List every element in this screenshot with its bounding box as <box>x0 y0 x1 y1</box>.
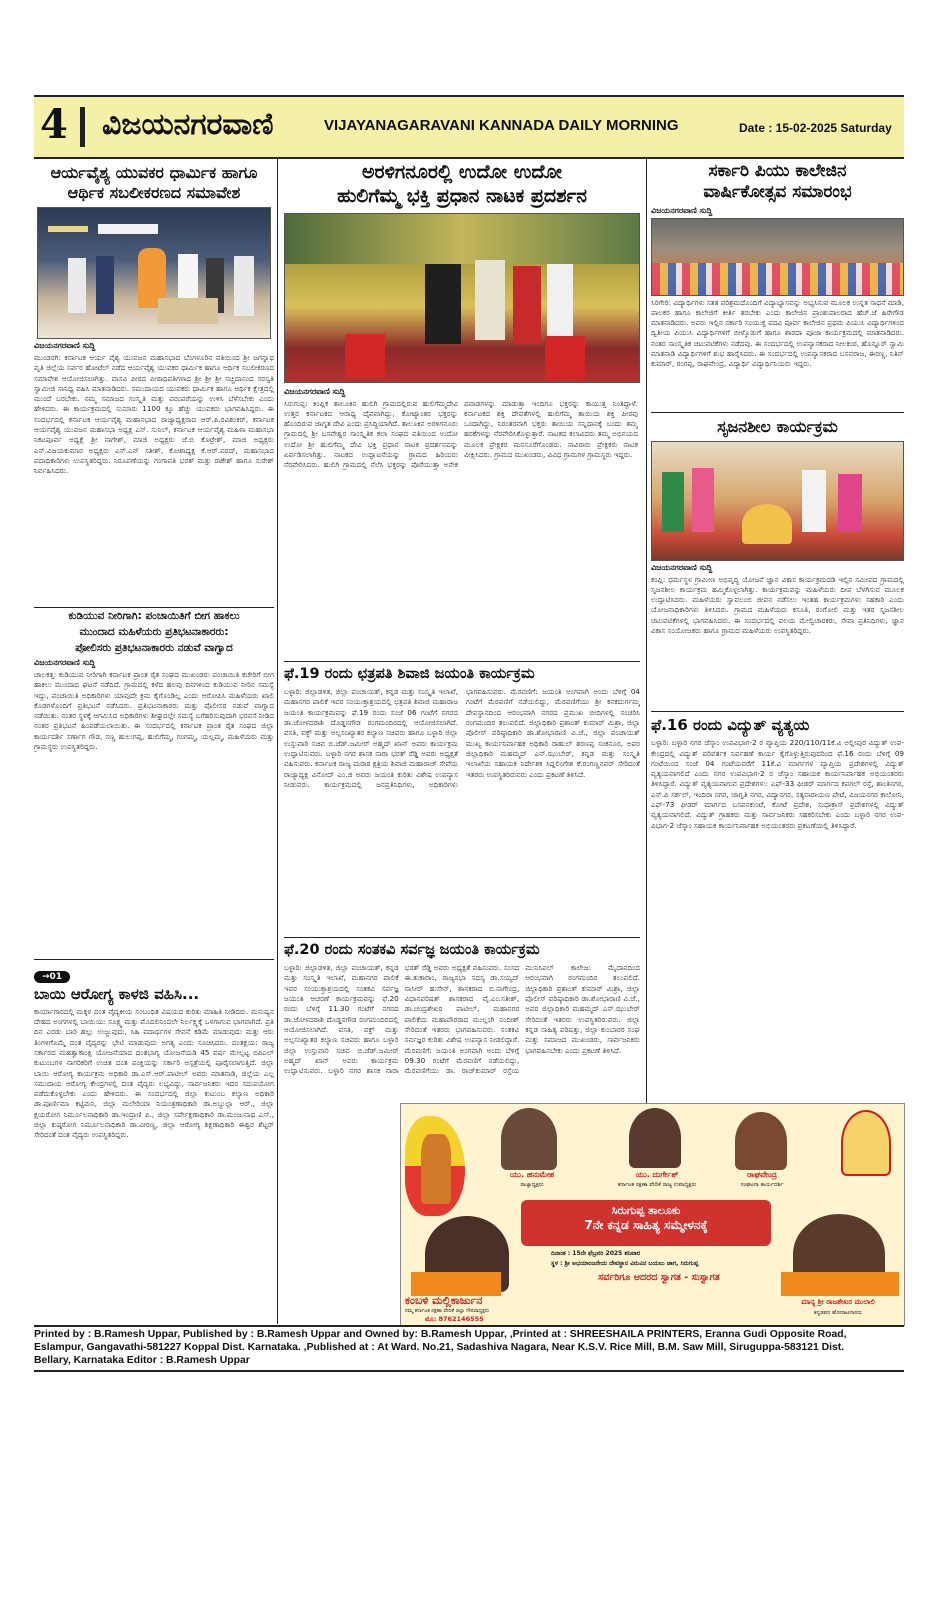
column-left <box>34 159 274 1324</box>
article-kudiyuva-body: ಚಾಲಕತ್ತ: ಕುಡಿಯುವ ನೀರಿಗಾಗಿ ಕರ್ನಾಟಕ ಪ್ರಾಂತ ರೈತ ಸಂಘದ ಮುಖಂಡರು ಪಂಚಾಯಿತಿ ಕಚೇರಿಗೆ ಬೀಗ ಹಾಕಲು ಮುಂದಾದ ಘಟನೆ ನಡೆದಿದೆ. ಗ್ರಾಮದಲ್ಲಿ ಕಳೆದ ಹಲವು ದಿನಗಳಿಂದ ಕುಡಿಯುವ ನೀರಿನ ಸಮಸ್ಯೆ ಇದ್ದು, ಪಂಚಾಯಿತಿ ಅಧಿಕಾರಿಗಳು ಯಾವುದೇ ಕ್ರಮ ಕೈಗೊಂಡಿಲ್ಲ ಎಂದು ಆರೋಪಿಸಿ ಮಹಿಳೆಯರು ಖಾಲಿ ಕೊಡಗಳೊಂದಿಗೆ ಪ್ರತಿಭಟನೆ ನಡೆಸಿದರು. ಪ್ರತಿಭಟನಾಕಾರರು ಮತ್ತು ಪೊಲೀಸರ ನಡುವೆ ವಾಗ್ವಾದ ನಡೆಯಿತು. ನಂತರ ಸ್ಥಳಕ್ಕೆ ಆಗಮಿಸಿದ ಅಧಿಕಾರಿಗಳು ಶೀಘ್ರದಲ್ಲೇ ಸಮಸ್ಯೆ ಬಗೆಹರಿಸುವುದಾಗಿ ಭರವಸೆ ನೀಡಿದ ನಂತರ ಪ್ರತಿಭಟನೆ ಹಿಂಪಡೆಯಲಾಯಿತು. ಈ ಸಂದರ್ಭದಲ್ಲಿ ಕರ್ನಾಟಕ ಪ್ರಾಂತ ರೈತ ಸಂಘದ ಜಿಲ್ಲಾ ಕಾರ್ಯದರ್ಶಿ ಸರ್ಣಾಗ ಗೌಡ, ಸಣ್ಣ ಹುಲುಗಪ್ಪ, ಹುಲಿಗೆಮ್ಮ, ಗಂಗಮ್ಮ, ಯಲ್ಲಮ್ಮ, ಮಹಿಳೆಯರು ಮತ್ತು ಗ್ರಾಮಸ್ಥರು ಉಪಸ್ಥಿತರಿದ್ದರು. <box>34 670 274 752</box>
article-bayi-headline: ಬಾಯಿ ಆರೋಗ್ಯ ಕಾಳಜಿ ವಹಿಸಿ... <box>34 985 200 1003</box>
article-kudiyuva-headline-2: ಮುಂದಾದ ಮಹಿಳೆಯರು ಪ್ರತಿಭಟನಾಕಾರರು: <box>79 626 229 638</box>
divider-sarvajna <box>284 937 640 938</box>
article-shivaji-headline: ಫೆ.19 ರಂದು ಛತ್ರಪತಿ ಶಿವಾಜಿ ಜಯಂತಿ ಕಾರ್ಯಕ್ರಮ <box>284 666 535 682</box>
column-rule-right <box>646 159 647 1159</box>
article-udo-headline-2: ಹುಲಿಗೆಮ್ಮ ಭಕ್ತಿ ಪ್ರಧಾನ ನಾಟಕ ಪ್ರದರ್ಶನ <box>337 184 587 207</box>
masthead-title-kannada: ವಿಜಯನಗರವಾಣಿ <box>102 107 274 142</box>
article-college-headline-2: ವಾರ್ಷಿಕೋತ್ಸವ ಸಮಾರಂಭ <box>703 182 852 203</box>
article-udo-body: ಸಿರುಗುಪ್ಪ: ಕಿಂಪ್ಲಿಕ ತಾಲೂಕಿನ ಹುಲಿಗಿ ಗ್ರಾಮದಲ್ಲಿರುವ ಹುಲಿಗೆಮ್ಮದೇವಿ ಉತ್ತರ ಕರ್ನಾಟಕದ ಆರಾಧ್ಯ ದೈವವಾಗಿದ್ದು, ಕೋಟ್ಯಾಂತರ ಭಕ್ತರನ್ನು ಹೊಂದಿರುವ ಜಾಗೃತ ದೇವಿ ಎಂದು ಪ್ರಸಿದ್ಧಿಯಾಗಿದೆ. ತಾಲೂಕಿನ ಅರಳಿಗನೂರು ಗ್ರಾಮದಲ್ಲಿ ಶ್ರೀ ಬಸವೇಶ್ವರ ಸಾಂಸ್ಕೃತಿಕ ಕಲಾ ಸಂಘದ ವತಿಯಿಂದ ಉದೋ ಉದೋ ಶ್ರೀ ಹುಲಿಗೆಮ್ಮ ದೇವಿ ಭಕ್ತಿ ಪ್ರಧಾನ ನಾಟಕ ಪ್ರದರ್ಶನವನ್ನು ಏರ್ಪಡಿಸಲಾಗಿತ್ತು. ನಾಟಕದ ಉದ್ಘಾಟನೆಯನ್ನು ಗ್ರಾಮದ ಹಿರಿಯರು ನೆರವೇರಿಸಿದರು. ಹುಲಿಗಿ ಗ್ರಾಮದಲ್ಲಿ ನೆಲೆಸಿ ಭಕ್ತರನ್ನು ಪೊರೆಯುತ್ತಾ ಅನೇಕ ಪವಾಡಗಳನ್ನು ಮಾಡುತ್ತಾ ಇಂದಿಗೂ ಭಕ್ತರನ್ನು ಕಾಯುತ್ತ ನಿಂತಿದ್ದಾಳೆ. ಕರ್ನಾಟಕದ ಶಕ್ತಿ ದೇವತೆಗಳಲ್ಲಿ ಹುಲಿಗೆಮ್ಮ ತಾಯಿಯ ಶಕ್ತಿ ಪೀಠವು ಒಂದಾಗಿದ್ದು, ನಿರಂತರವಾಗಿ ಭಕ್ತರು ತಾಯಿಯ ಸನ್ನಿಧಾನಕ್ಕೆ ಬಂದು ತಮ್ಮ ಹರಕೆಗಳನ್ನು ನೆರವೇರಿಸಿಕೊಳ್ಳುತ್ತಾರೆ. ನಾಟಕದ ಕಲಾವಿದರು ತಮ್ಮ ಅಭಿನಯದ ಮೂಲಕ ಪ್ರೇಕ್ಷಕರ ಮನಸೂರೆಗೊಂಡರು. ಸಾವಿರಾರು ಪ್ರೇಕ್ಷಕರು ನಾಟಕ ವೀಕ್ಷಿಸಿದರು. ಗ್ರಾಮದ ಮುಖಂಡರು, ವಿವಿಧ ಗ್ರಾಮಗಳ ಗ್ರಾಮಸ್ಥರು ಇದ್ದರು. <box>284 398 638 470</box>
masthead-title-english: VIJAYANAGARAVANI KANNADA DAILY MORNING <box>324 117 679 134</box>
article-sarvajna-headline: ಫೆ.20 ರಂದು ಸಂತಕವಿ ಸರ್ವಜ್ಞ ಜಯಂತಿ ಕಾರ್ಯಕ್ರಮ <box>284 942 540 958</box>
article-aryavysya-byline: ವಿಜಯನಗರವಾಣಿ ಸುದ್ದಿ <box>34 341 96 350</box>
footer-bottom-rule <box>34 1370 904 1372</box>
advert-banner <box>521 1200 771 1246</box>
person-1-title: ರಾಜ್ಯಾಧ್ಯಕ್ಷರು <box>520 1182 544 1188</box>
person-1-name: ಯು. ಹನುಮೇಶ <box>509 1170 555 1179</box>
article-aryavysya-headline-1: ಆರ್ಯವೈಶ್ಯ ಯುವಕರ ಧಾರ್ಮಿಕ ಹಾಗೂ <box>50 163 258 182</box>
advert-headline-1: ಸಿರುಗುಪ್ಪ ತಾಲೂಕು <box>611 1204 681 1217</box>
article-aryavysya-body: ಮುಂಡರಗಿ: ಕರ್ನಾಟಕ ಆರ್ಯ ವೈಶ್ಯ ಯುವಜನ ಮಹಾಸಭಾದ ಬೆಂಗಳೂರಿನ ವತಿಯಿಂದ ಶ್ರೀ ಜಗನ್ನಾಥ ವೃತಿ ಜಿಲ್ಲೆಯ ಸರ್ವರ ಹೋಟೆಲ್ ನಡೆದ ಆರ್ಯವೈಶ್ಯ ಯುವಕರ ಧಾರ್ಮಿಕ ಹಾಗೂ ಆರ್ಥಿಕ ಸಬಲೀಕರಣದ ಸಮಾವೇಶ ಆಯೋಜಿಸಲಾಗಿತ್ತು. ವಾಸವಿ ಪೀಠದ ಪೀಠಾಧಿಪತಿಗಳಾದ ಶ್ರೀ ಶ್ರೀ ಶ್ರೀ ಸಚ್ಚಿದಾನಂದ ಸರಸ್ವತಿ ಸ್ವಾಮೀಜಿ ಸಾನಿಧ್ಯ ವಹಿಸಿ ಮಾತನಾಡಿದರು. ಸಮುದಾಯದ ಯುವಕರು ಧಾರ್ಮಿಕ ಹಾಗೂ ಆರ್ಥಿಕ ಕ್ಷೇತ್ರದಲ್ಲಿ ಮುಂದೆ ಬರಬೇಕು. ನಮ್ಮ ಸಮಾಜದ ಸಂಸ್ಕೃತಿ ಮತ್ತು ಪರಂಪರೆಯನ್ನು ಉಳಿಸಿ ಬೆಳೆಸಬೇಕು ಎಂದು ಹೇಳಿದರು. ಈ ಕಾರ್ಯಕ್ರಮದಲ್ಲಿ ಸುಮಾರು 1100 ಕ್ಕೂ ಹೆಚ್ಚು ಯುವಕರು ಭಾಗವಹಿಸಿದ್ದರು. ಈ ಸಂದರ್ಭದಲ್ಲಿ ಕರ್ನಾಟಕ ಆರ್ಯವೈಶ್ಯ ಮಹಾಸಭಾದ ರಾಜ್ಯಾಧ್ಯಕ್ಷರಾದ ಆರ್.ಪಿ.ರವಿಶಂಕರ್, ಕರ್ನಾಟಕ ಆರ್ಯವೈಶ್ಯ ಯುವಜನ ಮಹಾಸಭಾ ಅಧ್ಯಕ್ಷ ಎಸ್. ಸುನಿಲ್, ಕರ್ನಾಟಕ ಆರ್ಯವೈಶ್ಯ ಮಹಿಳಾ ಮಹಾಸಭಾ ನಿಕಟಪೂರ್ವ ಅಧ್ಯಕ್ಷೆ ಶ್ರೀ ನಾಗೇಶ್, ಮಾಜಿ ಅಧ್ಯಕ್ಷರು ಜೆ.ಬಿ ಕೊಟ್ರೇಶ್, ಮಾಜಿ ಅಧ್ಯಕ್ಷರು ಎಸ್.ವಿಜಯಕುಮಾರ ಅಧ್ಯಕ್ಷರು ಎಸ್.ಎನ್ ಸತೀಶ್, ಕೋಶಾಧ್ಯಕ್ಷ ಕೆ.ಆರ್.ವರದ್, ಮಹಾಸಭಾದ ಪದಾಧಿಕಾರಿಗಳು ಉಪಸ್ಥಿತರಿದ್ದರು. ನಿರೂಪಣೆಯನ್ನು ಗಂಗಾವತಿ ಭರತ್ ಮತ್ತು ರಾಕೇಶ್ ಹಾಗೂ ಸುರೇಶ್ ನಿರ್ವಹಿಸಿದರು. <box>34 353 274 476</box>
article-srujana-photo <box>651 441 904 561</box>
article-aryavysya-photo <box>37 207 271 339</box>
advert-date-line: ದಿನಾಂಕ : 15ನೇ ಫೆಬ್ರವರಿ 2025 ಶನಿವಾರ <box>551 1250 641 1257</box>
portrait-person-1 <box>501 1108 557 1170</box>
article-srujana-byline: ವಿಜಯನಗರವಾಣಿ ಸುದ್ದಿ <box>651 562 713 572</box>
portrait-person-2 <box>629 1108 681 1168</box>
person-3-name: ರಾಘವೇಂದ್ರ <box>747 1170 777 1179</box>
goddess-figure-icon <box>421 1134 451 1204</box>
person-2-title: ಕರ್ನಾಟಕ ರಕ್ಷಣಾ ವೇದಿಕೆ ರಾಜ್ಯ ಉಪಾಧ್ಯಕ್ಷರು <box>617 1182 697 1188</box>
article-power-body: ಬಳ್ಳಾರಿ: ಬಳ್ಳಾರಿ ನಗರ ಜೆಸ್ಕಾಂ ಉಪವಿಭಾಗ-2 ರ ವ್ಯಾಪ್ತಿಯ 220/110/11ಕೆ.ವಿ ಅಲ್ಲೀಪುರ ವಿದ್ಯುತ್ ಉಪ-ಕೇಂದ್ರದಲ್ಲಿ ವಿದ್ಯುತ್ ಪರಿವರ್ತಕ ನಿರ್ವಹಣೆ ಕಾರ್ಯ ಕೈಗೊಳ್ಳುತ್ತಿರುವುದರಿಂದ ಫೆ.16 ರಂದು ಬೆಳಿಗ್ಗೆ 09 ಗಂಟೆಯಿಂದ ಸಂಜೆ 04 ಗಂಟೆಯವರೆಗೆ 11ಕೆ.ವಿ ಮಾರ್ಗಗಳ ವ್ಯಾಪ್ತಿಯ ಪ್ರದೇಶಗಳಲ್ಲಿ ವಿದ್ಯುತ್ ವ್ಯತ್ಯಯವಾಗಲಿದೆ ಎಂದು ನಗರ ಉಪವಿಭಾಗ-2 ರ ಜೆಸ್ಕಾಂ ಸಹಾಯಕ ಕಾರ್ಯನಿರ್ವಾಹಕ ಅಭಿಯಂತರರು ತಿಳಿಸಿದ್ದಾರೆ. ವಿದ್ಯುತ್ ವ್ಯತ್ಯಯವಾಗುವ ಪ್ರದೇಶಗಳು: ಎಫ್-33 ಫೀಡರ್ ಮಾರ್ಗದ ಕಪಗಲ್ ರಸ್ತೆ, ಶಾಂತಿನಗರ, ಎಸ್.ಪಿ ಸರ್ಕಲ್, ಇಂದಿರಾ ನಗರ, ಜಾಗೃತಿ ನಗರ, ವಿದ್ಯಾನಗರ, ಸತ್ಯನಾರಾಯಣ ಪೇಟೆ, ವಿಜಯನಗರ ಕಾಲೋನಿ, ಎಫ್-73 ಫೀಡರ್ ಮಾರ್ಗದ ಬಸವನಕುಂಟೆ, ಕೋಟೆ ಪ್ರದೇಶ, ಸುಧಾಕ್ರಾಸ್ ಪ್ರದೇಶಗಳಲ್ಲಿ ವಿದ್ಯುತ್ ವ್ಯತ್ಯಯವಾಗಲಿದೆ. ವಿದ್ಯುತ್ ಗ್ರಾಹಕರು ಮತ್ತು ಸಾರ್ವಜನಿಕರು ಸಹಕರಿಸಬೇಕು ಎಂದು ಬಳ್ಳಾರಿ ನಗರ ಉಪ-ವಿಭಾಗ-2 ಜೆಸ್ಕಾಂ ಸಹಾಯಕ ಕಾರ್ಯನಿರ್ವಾಹಕ ಅಭಿಯಂತರರು ಪ್ರಕಟಣೆಯಲ್ಲಿ ತಿಳಿಸಿದ್ದಾರೆ. <box>651 738 904 830</box>
advert-main-title: ನಮ್ಮ ಕರ್ನಾಟಕ ರಕ್ಷಣಾ ವೇದಿಕೆ ಜಿಲ್ಲಾ ಗೌರವಾಧ್ಯಕ್ಷರು <box>405 1308 490 1314</box>
article-kudiyuva-headline-3: ಪೋಲಿಸರು ಪ್ರತಿಭಟನಾಕಾರರು ನಡುವೆ ವಾಗ್ವಾದ <box>75 642 233 654</box>
article-college-headline-1: ಸರ್ಕಾರಿ ಪಿಯು ಕಾಲೇಜಿನ <box>708 161 847 181</box>
article-kudiyuva-byline: ವಿಜಯನಗರವಾಣಿ ಸುದ್ದಿ <box>34 658 96 667</box>
column-right <box>651 159 904 1159</box>
advert-welcome: ಸರ್ವರಿಗೂ ಆದರದ ಸ್ವಾಗತ - ಸುಸ್ವಾಗತ <box>598 1272 720 1283</box>
article-bayi-badge: →01 <box>34 971 70 983</box>
article-udo-headline-1: ಅರಳಿಗನೂರಲ್ಲಿ ಉದೋ ಉದೋ <box>362 161 562 183</box>
saffron-scarf-right <box>781 1272 899 1296</box>
saffron-scarf-left <box>411 1272 501 1296</box>
advert-main-name: ಕಂಬಳಿ ಮಲ್ಲಿಕಾರ್ಜುನ <box>405 1294 483 1307</box>
article-udo-byline: ವಿಜಯನಗರವಾಣಿ ಸುದ್ದಿ <box>284 386 346 396</box>
advert-right-name: ಮಾನ್ಯ ಶ್ರೀ ರಾಜಶೇಖರ ಮುಲಾಲಿ <box>801 1298 875 1306</box>
imprint-line-2: Eslampur, Gangavathi-581227 Koppal Dist. Karnataka. ,Published at : At Ward. No.21, Sadashiva Nagara, Near K.S.V. Rice Mill, B.M. Saw Mill, Siruguppa-583121 Dist. <box>34 1342 845 1353</box>
masthead-date: Date : 15-02-2025 Saturday <box>739 121 892 135</box>
deity-portrait <box>841 1110 891 1176</box>
imprint-line-1: Printed by : B.Ramesh Uppar, Published by : B.Ramesh Uppar and Owned by: B.Ramesh Uppar, ,Printed at : SHREESHAILA PRINTERS, Eranna Gudi Opposite Road, <box>34 1329 847 1340</box>
article-shivaji-body: ಬಳ್ಳಾರಿ: ಜಿಲ್ಲಾಡಳಿತ, ಜಿಲ್ಲಾ ಪಂಚಾಯತ್, ಕನ್ನಡ ಮತ್ತು ಸಂಸ್ಕೃತಿ ಇಲಾಖೆ, ಮಹಾನಗರ ಪಾಲಿಕೆ ಇವರ ಸಂಯುಕ್ತಾಶ್ರಯದಲ್ಲಿ ಛತ್ರಪತಿ ಶಿವಾಜಿ ಮಹಾರಾಜ ಜಯಂತಿ ಕಾರ್ಯಕ್ರಮವನ್ನು ಫೆ.19 ರಂದು ಸಂಜೆ 06 ಗಂಟೆಗೆ ನಗರದ ಡಾ.ಜೋಳದರಾಶಿ ದೊಡ್ಡನಗೌಡ ರಂಗಮಂದಿರದಲ್ಲಿ ಆಯೋಜಿಸಲಾಗಿದೆ. ವಸತಿ, ವಕ್ಫ್ ಮತ್ತು ಅಲ್ಪಸಂಖ್ಯಾತರ ಕಲ್ಯಾಣ ಸಚಿವರು ಹಾಗೂ ಬಳ್ಳಾರಿ ಜಿಲ್ಲಾ ಉಸ್ತುವಾರಿ ಸಚಿವ ಬಿ.ಜೆಡ್.ಜಮೀರ್ ಅಹ್ಮದ್ ಖಾನ್ ಅವರು ಕಾರ್ಯಕ್ರಮ ಉದ್ಘಾಟಿಸುವರು. ಬಳ್ಳಾರಿ ನಗರ ಶಾಸಕ ನಾರಾ ಭರತ್ ರೆಡ್ಡಿ ಅವರು ಅಧ್ಯಕ್ಷತೆ ವಹಿಸುವರು. ಕರ್ನಾಟಕ ರಾಜ್ಯ ಮರಾಠ ಕ್ಷತ್ರಿಯ ಶಿವಾಜಿ ಮಹಾರಾಜ್ ಸೇವೆಯ ರಾಜ್ಯಾಧ್ಯಕ್ಷ ವಿನೋದ್ ಎಂ.ಜಿ ಅವರು ಜಯಂತಿ ಕುರಿತು ವಿಶೇಷ ಉಪನ್ಯಾಸ ನೀಡುವರು. ಕಾರ್ಯಕ್ರಮದಲ್ಲಿ ಜನಪ್ರತಿನಿಧಿಗಳು, ಅಧಿಕಾರಿಗಳು ಭಾಗವಹಿಸುವರು. ಮೆರವಣಿಗೆ: ಜಯಂತಿ ಅಂಗವಾಗಿ ಅಂದು ಬೆಳಿಗ್ಗೆ 04 ಗಂಟೆಗೆ ಮೆರವಣಿಗೆ ನಡೆಯಲಿದ್ದು, ಮೆರವಣಿಗೆಯು ಶ್ರೀ ಕನಕದುರ್ಗಮ್ಮ ದೇವಸ್ಥಾನದಿಂದ ಆರಂಭವಾಗಿ ನಗರದ ಪ್ರಮುಖ ಬೀದಿಗಳಲ್ಲಿ ಸಂಚರಿಸಿ ರಂಗಮಂದಿರ ತಲುಪಲಿದೆ. ಜಿಲ್ಲಾಧಿಕಾರಿ ಪ್ರಶಾಂತ್ ಕುಮಾರ್ ಮಿಶ್ರಾ, ಜಿಲ್ಲಾ ಪೊಲೀಸ್ ವರಿಷ್ಠಾಧಿಕಾರಿ ಡಾ.ಶೋಭಾರಾಣಿ ವಿ.ಜೆ., ಜಿಲ್ಲಾ ಪಂಚಾಯತ್ ಮುಖ್ಯ ಕಾರ್ಯನಿರ್ವಾಹಕ ಅಧಿಕಾರಿ ರಾಹುಲ್ ಶರಣಪ್ಪ ಸಂಕನೂರ, ಅಪರ ಜಿಲ್ಲಾಧಿಕಾರಿ ಮಹಮ್ಮದ್ ಎನ್.ಝುಬೇರ್, ಕನ್ನಡ ಮತ್ತು ಸಂಸ್ಕೃತಿ ಇಲಾಖೆಯ ಸಹಾಯಕ ನಿರ್ದೇಶಕ ಸಿದ್ದಲಿಂಗೇಶ ಕೆ.ರಂಗಣ್ಣನವರ್ ಸೇರಿದಂತೆ ಇತರರು ಉಪಸ್ಥಿತರಿರುವರು ಎಂದು ಪ್ರಕಟಣೆ ತಿಳಿಸಿದೆ. <box>284 687 640 789</box>
article-udo-photo <box>284 213 640 383</box>
advert-venue-line: ಸ್ಥಳ : ಶ್ರೀ ಅಭಯಾಂಜನೇಯ ದೇವಸ್ಥಾನ ವಿರುವಿನ ಬಯಲು ಜಾಗ, ಸಿರುಗುಪ್ಪ <box>551 1260 699 1267</box>
column-center-middle <box>284 665 640 935</box>
article-college-photo <box>651 218 904 296</box>
advert-right-title: ಕನ್ನಡಪರ ಹೋರಾಟಗಾರರು <box>813 1310 862 1316</box>
article-srujana-body: ಕಂಪ್ಲಿ: ಧರ್ಮಸ್ಥಳ ಗ್ರಾಮೀಣ ಅಭಿವೃದ್ಧಿ ಯೋಜನೆ ಜ್ಞಾನ ವಿಕಾಸ ಕಾರ್ಯಕ್ರಮದಡಿ ಇಲ್ಲಿನ ಸಮೀಪದ ಗ್ರಾಮದಲ್ಲಿ ಸೃಜನಶೀಲ ಕಾರ್ಯಕ್ರಮ ಹಮ್ಮಿಕೊಳ್ಳಲಾಗಿತ್ತು. ಕಾರ್ಯಕ್ರಮವನ್ನು ಮಹಿಳೆಯರು ದೀಪ ಬೆಳಗಿಸುವ ಮೂಲಕ ಉದ್ಘಾಟಿಸಿದರು. ಮಹಿಳೆಯರು ಸ್ವಾವಲಂಬಿ ಜೀವನ ನಡೆಸಲು ಇಂತಹ ಕಾರ್ಯಕ್ರಮಗಳು ಸಹಕಾರಿ ಎಂದು ಯೋಜನಾಧಿಕಾರಿಗಳು ತಿಳಿಸಿದರು. ಗ್ರಾಮದ ಮಹಿಳೆಯರು ಕಸೂತಿ, ರಂಗೋಲಿ ಮತ್ತು ಇತರ ಸೃಜನಶೀಲ ಚಟುವಟಿಕೆಗಳಲ್ಲಿ ಭಾಗವಹಿಸಿದರು. ಈ ಸಂದರ್ಭದಲ್ಲಿ ವಲಯ ಮೇಲ್ವಿಚಾರಕರು, ಸೇವಾ ಪ್ರತಿನಿಧಿಗಳು, ಜ್ಞಾನ ವಿಕಾಸ ಸಂಯೋಜಕರು ಹಾಗೂ ಗ್ರಾಮದ ಮಹಿಳೆಯರು ಉಪಸ್ಥಿತರಿದ್ದರು. <box>651 574 904 635</box>
page-number: 4 <box>40 101 68 148</box>
article-aryavysya-headline-2: ಆರ್ಥಿಕ ಸಬಲೀಕರಣದ ಸಮಾವೇಶ <box>67 183 241 202</box>
article-kudiyuva-headline-1: ಕುಡಿಯುವ ನೀರಿಗಾಗಿ: ಪಂಚಾಯಿತಿಗೆ ಬೀಗ ಹಾಕಲು <box>68 610 240 622</box>
column-center-top <box>284 159 640 589</box>
article-sarvajna-body: ಬಳ್ಳಾರಿ: ಜಿಲ್ಲಾಡಳಿತ, ಜಿಲ್ಲಾ ಪಂಚಾಯತ್, ಕನ್ನಡ ಮತ್ತು ಸಂಸ್ಕೃತಿ ಇಲಾಖೆ, ಮಹಾನಗರ ಪಾಲಿಕೆ ಇವರ ಸಂಯುಕ್ತಾಶ್ರಯದಲ್ಲಿ ಸಂತಕವಿ ಸರ್ವಜ್ಞ ಜಯಂತಿ ಆಚರಣೆ ಕಾರ್ಯಕ್ರಮವನ್ನು ಫೆ.20 ರಂದು ಬೆಳಿಗ್ಗೆ 11.30 ಗಂಟೆಗೆ ನಗರದ ಡಾ.ಜೋಳದರಾಶಿ ದೊಡ್ಡನಗೌಡ ರಂಗಮಂದಿರದಲ್ಲಿ ಆಯೋಜಿಸಲಾಗಿದೆ. ವಸತಿ, ವಕ್ಫ್ ಮತ್ತು ಅಲ್ಪಸಂಖ್ಯಾತರ ಕಲ್ಯಾಣ ಸಚಿವರು ಹಾಗೂ ಬಳ್ಳಾರಿ ಜಿಲ್ಲಾ ಉಸ್ತುವಾರಿ ಸಚಿವ ಬಿ.ಜೆಡ್.ಜಮೀರ್ ಅಹ್ಮದ್ ಖಾನ್ ಅವರು ಕಾರ್ಯಕ್ರಮ ಉದ್ಘಾಟಿಸುವರು. ಬಳ್ಳಾರಿ ನಗರ ಶಾಸಕ ನಾರಾ ಭರತ್ ರೆಡ್ಡಿ ಅವರು ಅಧ್ಯಕ್ಷತೆ ವಹಿಸುವರು. ಸಂಸದ ಈ.ತುಕಾರಾಂ, ರಾಜ್ಯಸಭಾ ಸದಸ್ಯ ಡಾ.ಸಯ್ಯದ್ ನಾಸೀರ್ ಹುಸೇನ್, ಶಾಸಕರಾದ ಬಿ.ನಾಗೇಂದ್ರ, ವಿಧಾನಪರಿಷತ್ ಶಾಸಕರಾದ ವೈ.ಎಂ.ಸತೀಶ್, ಡಾ.ಚಂದ್ರಶೇಖರ ಪಾಟೀಲ್, ಮಹಾನಗರ ಪಾಲಿಕೆಯ ಮಹಾಪೌರರಾದ ಮುಲ್ಲಂಗಿ ನಂದೀಶ್ ಸೇರಿದಂತೆ ಇತರರು ಭಾಗವಹಿಸುವರು. ಸಂತಕವಿ ಸರ್ವಜ್ಞರ ಕುರಿತು ವಿಶೇಷ ಉಪನ್ಯಾಸ ನೀಡಲಿದ್ದಾರೆ. ಮೆರವಣಿಗೆ: ಜಯಂತಿ ಅಂಗವಾಗಿ ಅಂದು ಬೆಳಿಗ್ಗೆ 09.30 ಗಂಟೆಗೆ ಮೆರವಣಿಗೆ ನಡೆಯಲಿದ್ದು, ಮೆರವಣಿಗೆಯು ಡಾ. ರಾಜ್‌ಕುಮಾರ್ ರಸ್ತೆಯ ಮುನಿಸಿಪಲ್ ಕಾಲೇಜು ಮೈದಾನದಿಂದ ಆರಂಭವಾಗಿ ರಂಗಮಂದಿರ ತಲುಪಲಿದೆ. ಜಿಲ್ಲಾಧಿಕಾರಿ ಪ್ರಶಾಂತ್ ಕುಮಾರ್ ಮಿಶ್ರಾ, ಜಿಲ್ಲಾ ಪೊಲೀಸ್ ವರಿಷ್ಠಾಧಿಕಾರಿ ಡಾ.ಶೋಭಾರಾಣಿ ವಿ.ಜೆ., ಅಪರ ಜಿಲ್ಲಾಧಿಕಾರಿ ಮಹಮ್ಮದ್ ಎನ್.ಝುಬೇರ್ ಸೇರಿದಂತೆ ಇತರರು ಉಪಸ್ಥಿತರಿರುವರು. ಜಿಲ್ಲಾ ಕನ್ನಡ ಸಾಹಿತ್ಯ ಪರಿಷತ್ತು, ಜಿಲ್ಲಾ ಕುಂಬಾರರ ಸಂಘ ಮತ್ತು ಸಮಾಜದ ಮುಖಂಡರು, ಸಾರ್ವಜನಿಕರು ಭಾಗವಹಿಸಬೇಕು ಎಂದು ಪ್ರಕಟಣೆ ತಿಳಿಸಿದೆ. <box>284 963 640 1076</box>
article-power-headline: ಫೆ.16 ರಂದು ವಿದ್ಯುತ್ ವ್ಯತ್ಯಯ <box>651 715 810 734</box>
portrait-person-3 <box>735 1112 787 1170</box>
person-2-name: ಯು. ದುರ್ಗೇಶ್ <box>635 1170 679 1179</box>
divider-shivaji <box>284 661 640 662</box>
article-srujana-headline: ಸೃಜನಶೀಲ ಕಾರ್ಯಕ್ರಮ <box>717 416 838 436</box>
article-college-body: ಸಿರಿಗೇರಿ: ವಿದ್ಯಾರ್ಥಿಗಳು ಸತತ ಪರಿಶ್ರಮದೊಂದಿಗೆ ವಿದ್ಯಾಭ್ಯಾಸವನ್ನು ಅಭ್ಯಸಿಸುವ ಮೂಲಕ ಉನ್ನತ ಸಾಧನೆ ಮಾಡಿ, ಪಾಲಕರ ಹಾಗೂ ಕಾಲೇಜಿಗೆ ಕೀರ್ತಿ ತರಬೇಕು ಎಂದು ಕಾಲೇಜಿನ ಪ್ರಾಂಶುಪಾಲರಾದ ಹೆಚ್.ಜೆ ಹಿರೇಗೌಡ ಮಾತನಾಡಿದರು. ಅವರು ಇಲ್ಲಿನ ಸರ್ಕಾರಿ ಸಂಯುಕ್ತ ಪದವಿ ಪೂರ್ವ ಕಾಲೇಜಿನ ಪ್ರಥಮ ಪಿಯುಸಿ ವಿದ್ಯಾರ್ಥಿಗಳಿಂದ ದ್ವಿತೀಯ ಪಿಯುಸಿ ವಿದ್ಯಾರ್ಥಿಗಳಿಗೆ ಬೀಳ್ಕೊಡುಗೆ ಹಾಗೂ ಶಾರದಾ ಪೂಜಾ ಕಾರ್ಯಕ್ರಮದಲ್ಲಿ ಮಾತನಾಡಿದರು. ನಂತರ ಸಾಂಸ್ಕೃತಿಕ ಚಟುವಟಿಕೆಗಳು ನಡೆದವು. ಈ ಸಂದರ್ಭದಲ್ಲಿ ಉಪನ್ಯಾಸಕರಾದ ನೀಲಕಂಠ, ಹೊನ್ನೂರ್ ಸ್ವಾಮಿ ಮಾತನಾಡಿ ವಿದ್ಯಾರ್ಥಿಗಳಿಗೆ ಶುಭ ಹಾರೈಸಿದರು. ಈ ಸಂದರ್ಭದಲ್ಲಿ ಉಪನ್ಯಾಸಕರಾದ ಬಸವರಾಜ, ಈರಣ್ಣ, ನಿತಿನ್ ಕುಮಾರ್, ರಂಗಪ್ಪ, ರಾಘವೇಂದ್ರ, ವಿದ್ಯಾರ್ಥಿ ವಿದ್ಯಾರ್ಥಿನಿಯರು ಇದ್ದರು. <box>651 297 904 369</box>
imprint-line-3: Bellary, Karnataka Editor : B.Ramesh Uppar <box>34 1355 250 1366</box>
article-college-byline: ವಿಜಯನಗರವಾಣಿ ಸುದ್ದಿ <box>651 205 713 215</box>
advert-sahitya-sammelana <box>400 1103 905 1326</box>
masthead-divider <box>80 107 85 147</box>
person-3-title: ಸಂಘಟನಾ ಕಾರ್ಯದರ್ಶಿ <box>740 1182 784 1188</box>
newspaper-page <box>34 95 904 1610</box>
article-bayi-body: ಕಾರ್ಯಾಗಾರದಲ್ಲಿ ಮಕ್ಕಳ ದಂತ ವೈದ್ಯಕೀಯ ಸಂಬಂಧಿತ ವಿಷಯದ ಕುರಿತು ಮಾಹಿತಿ ನೀಡಿದರು. ಮನುಷ್ಯನ ದೇಹದ ಅಂಗಗಳಲ್ಲಿ ಬಾಯಿಯು ಸೂಕ್ಷ್ಮ ಮತ್ತು ಮೊದಲಿನಿಂದಲೇ ನಿರ್ಲಕ್ಷ್ಯಕ್ಕೆ ಒಳಗಾಗುವ ಭಾಗವಾಗಿದೆ. ಪ್ರತಿ ದಿನ ಎರಡು ಬಾರಿ ಹಲ್ಲು ಉಜ್ಜುವುದು, ಸಿಹಿ ಪದಾರ್ಥಗಳ ಸೇವನೆ ಕಡಿಮೆ ಮಾಡುವುದು ಮತ್ತು ಆರು ತಿಂಗಳಿಗೊಮ್ಮೆ ದಂತ ವೈದ್ಯರನ್ನು ಭೇಟಿ ಮಾಡುವುದು ಅಗತ್ಯ ಎಂದು ಸೂಚಿಸಿದರು. ದಂತಕ್ಷಯ: ರಾಜ್ಯ ಸರ್ಕಾರದ ಮಹತ್ವಾಕಾಂಕ್ಷಿ ಯೋಜನೆಯಾದ ದಂತಭಾಗ್ಯ ಯೋಜನೆಯಡಿ 45 ವರ್ಷ ಮೇಲ್ಪಟ್ಟ ಬಿಪಿಎಲ್ ಕುಟುಂಬಗಳ ನಾಗರಿಕರಿಗೆ ಉಚಿತ ದಂತ ಪಂಕ್ತಿಯನ್ನು ಸರ್ಕಾರಿ ಆಸ್ಪತ್ರೆಯಲ್ಲಿ ಪೂರೈಸಲಾಗುತ್ತಿದೆ. ಜಿಲ್ಲಾ ಬಾಯಿ ಆರೋಗ್ಯ ಕಾರ್ಯಕ್ರಮ ಅಧಿಕಾರಿ ಡಾ.ಎಸ್.ಆರ್.ಪಾಟೀಲ್ ಅವರು ಮಾತನಾಡಿ, ಜಿಲ್ಲೆಯ ಎಲ್ಲ ಸಮುದಾಯ ಆರೋಗ್ಯ ಕೇಂದ್ರಗಳಲ್ಲಿ ದಂತ ವೈದ್ಯರು ಲಭ್ಯವಿದ್ದು, ಸಾರ್ವಜನಿಕರು ಇದರ ಸದುಪಯೋಗ ಪಡೆದುಕೊಳ್ಳಬೇಕು ಎಂದು ಹೇಳಿದರು. ಈ ಸಂದರ್ಭದಲ್ಲಿ ಜಿಲ್ಲಾ ಕುಟುಂಬ ಕಲ್ಯಾಣ ಅಧಿಕಾರಿ ಡಾ.ಪೂರ್ಣಿಮಾ ಕಟ್ಟಿಮನಿ, ಜಿಲ್ಲಾ ಮಲೇರಿಯಾ ನಿಯಂತ್ರಣಾಧಿಕಾರಿ ಡಾ.ಅಬ್ದುಲ್ಲಾ ಆರ್., ಜಿಲ್ಲಾ ಕ್ಷಯರೋಗ ನಿರ್ಮೂಲನಾಧಿಕಾರಿ ಡಾ.ಇಂದ್ರಾಣಿ ಪಿ., ಜಿಲ್ಲಾ ಸರ್ವೇಕ್ಷಣಾಧಿಕಾರಿ ಡಾ.ಮಂಜುನಾಥ ಎಸ್., ಜಿಲ್ಲಾ ಕುಷ್ಠರೋಗ ನಿರ್ಮೂಲನಾಧಿಕಾರಿ ಡಾ.ವೀರಣ್ಣ, ಜಿಲ್ಲಾ ಆರೋಗ್ಯ ಶಿಕ್ಷಣಾಧಿಕಾರಿ ಈಶ್ವರ ಶೆಟ್ಟರ್ ಸೇರಿದಂತೆ ದಂತ ವೈದ್ಯರು ಉಪಸ್ಥಿತರಿದ್ದರು. <box>34 1006 274 1140</box>
advert-headline-2: 7ನೇ ಕನ್ನಡ ಸಾಹಿತ್ಯ ಸಮ್ಮೇಳನಕ್ಕೆ <box>584 1218 708 1232</box>
advert-main-phone: ಮೊ: 8762146555 <box>425 1315 484 1323</box>
imprint-footer <box>34 1328 904 1367</box>
column-rule-left <box>277 159 278 1324</box>
masthead <box>34 95 904 159</box>
footer-rule <box>34 1325 904 1327</box>
